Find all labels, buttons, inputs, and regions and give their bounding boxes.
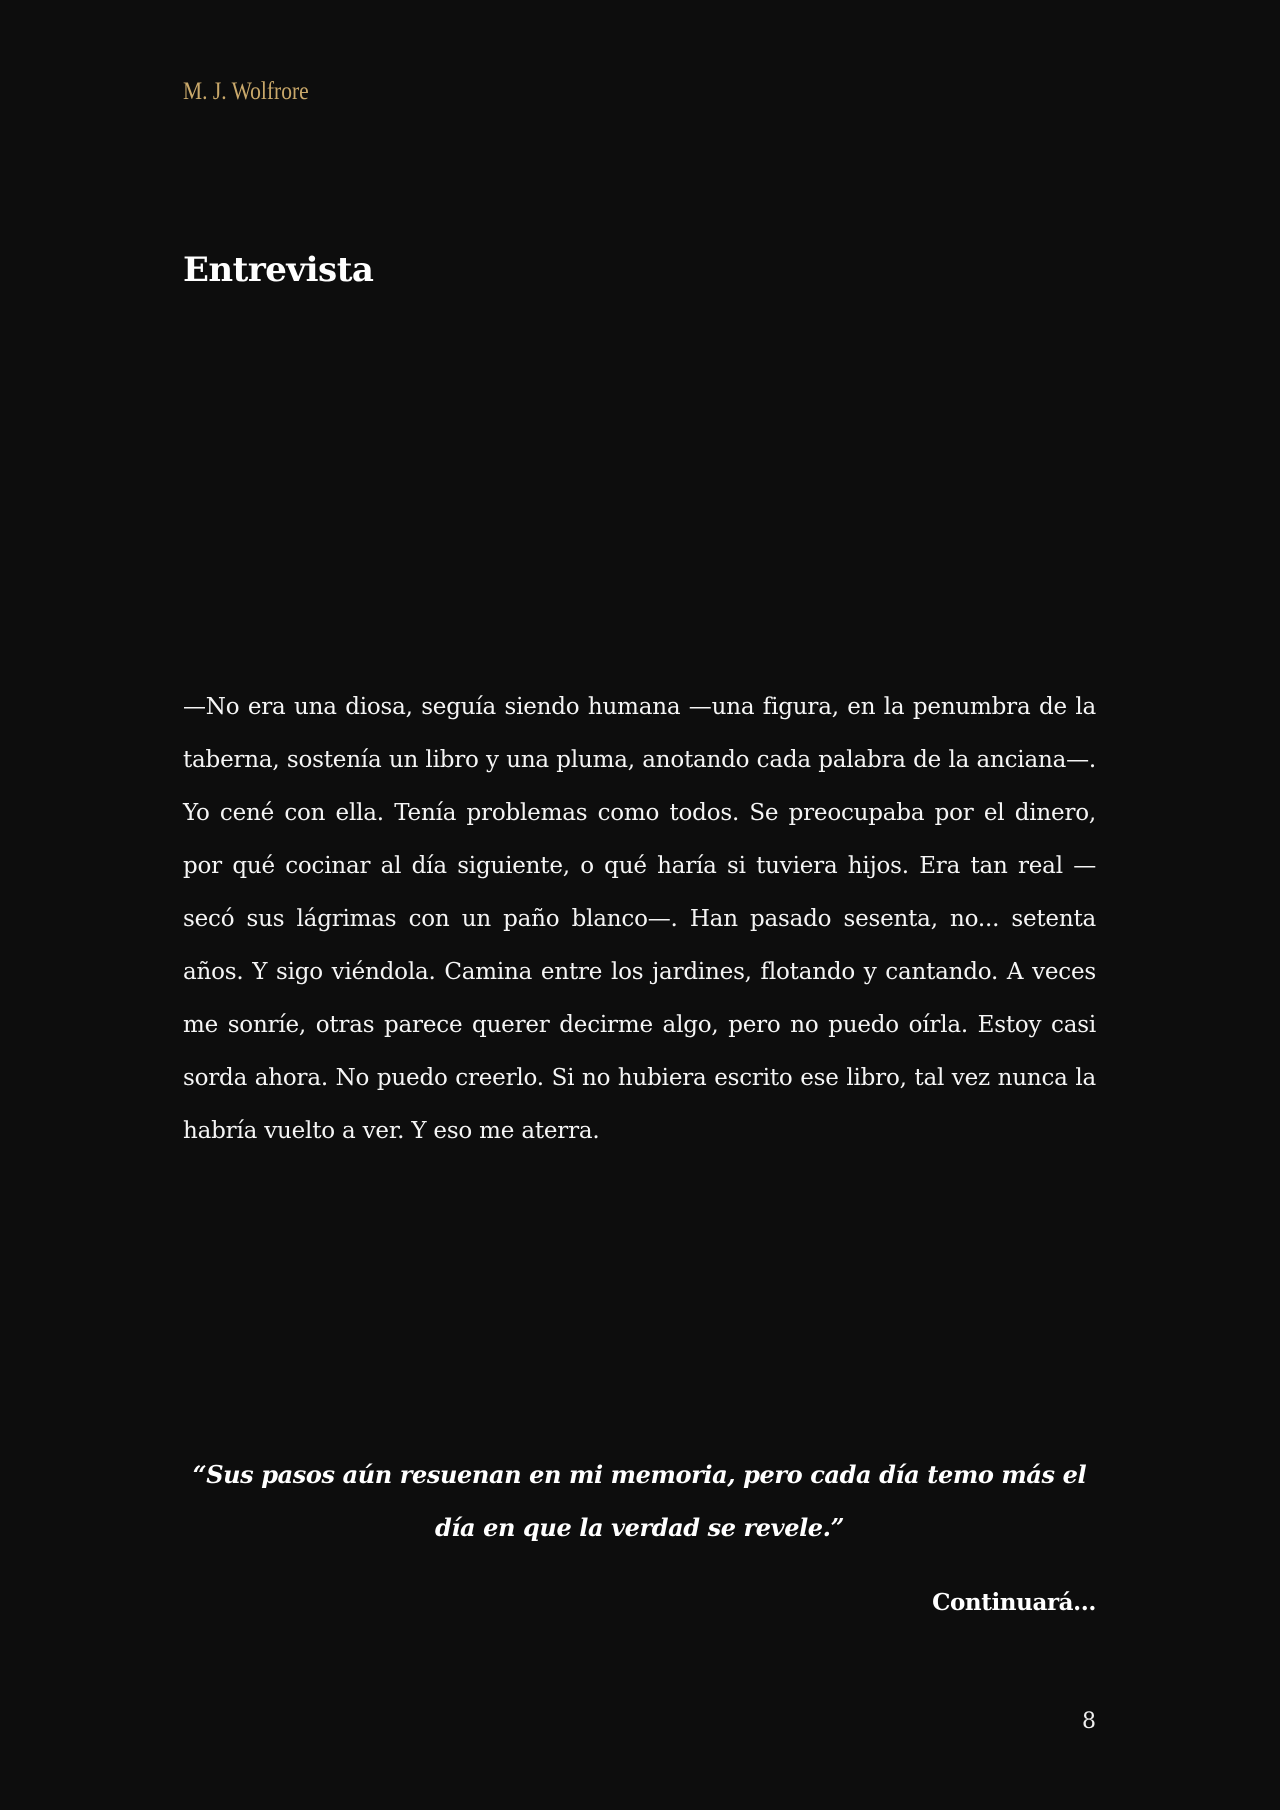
body-paragraph: —No era una diosa, seguía siendo humana —una figura, en la penumbra de la taberna, sostenía un libro y una pluma, anotando cada palabra de la anciana—. Yo cené con ella. Tenía problemas como todos. Se preocupaba por el dinero, por qué cocinar al día siguiente, o qué haría si tuviera hijos. Era tan real —secó sus lágrimas con un paño blanco—. Han pasado sesenta, no... setenta años. Y sigo viéndola. Camina entre los jardines, flotando y cantando. A veces me sonríe, otras parece querer decirme algo, pero no puedo oírla. Estoy casi sorda ahora. No puedo creerlo. Si no hubiera escrito ese libro, tal vez nunca la habría vuelto a ver. Y eso me aterra. [183, 694, 1096, 1144]
continuation-note: Continuará... [932, 1589, 1096, 1616]
chapter-title: Entrevista [183, 250, 374, 290]
running-header-author: M. J. Wolfrore [183, 78, 309, 105]
closing-quote: “Sus pasos aún resuenan en mi memoria, pero cada día temo más el día en que la verdad se revele.” [192, 1460, 1087, 1542]
page-number: 8 [1082, 1709, 1096, 1734]
